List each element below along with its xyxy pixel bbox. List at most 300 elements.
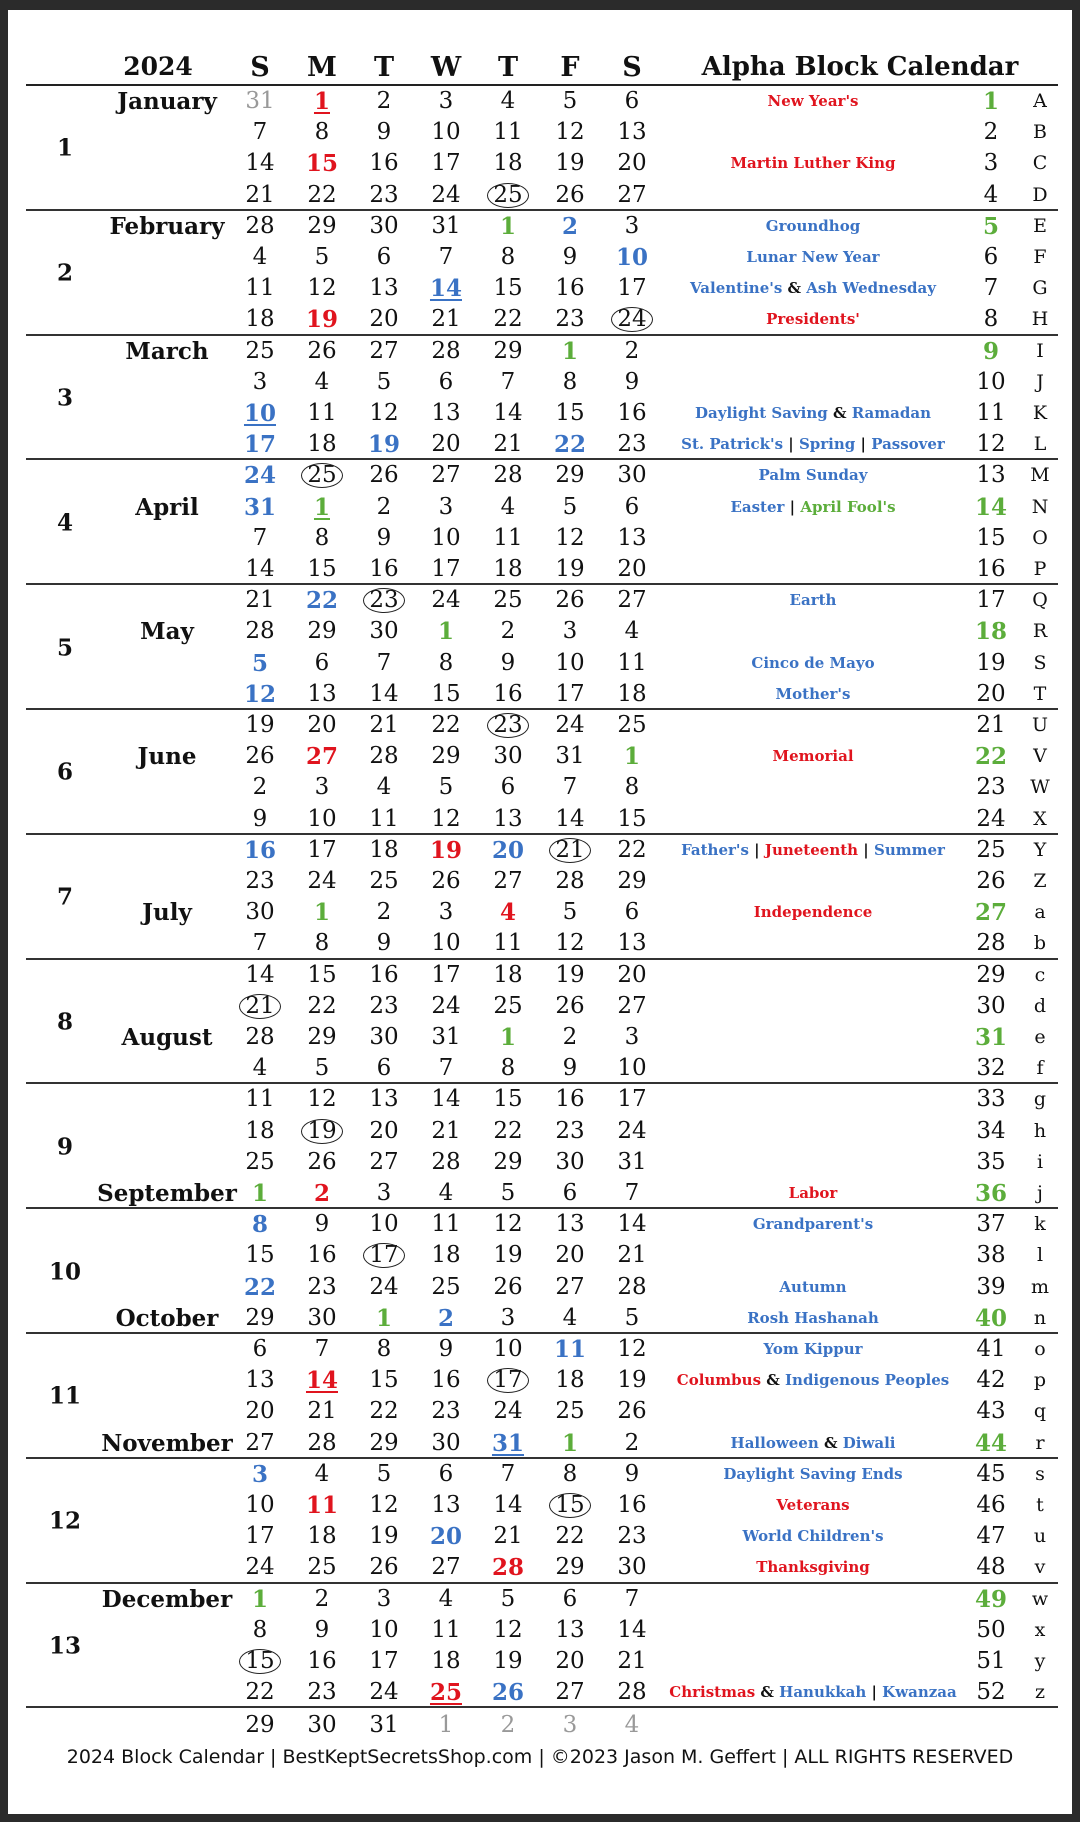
day-cell [418, 367, 474, 398]
day-number: 14 [245, 961, 275, 988]
day-cell [418, 1240, 474, 1271]
day-number: 27 [369, 1148, 399, 1175]
day-cell [232, 1584, 288, 1615]
day-cell [294, 1710, 350, 1741]
day-number: 21 [493, 1523, 523, 1550]
day-number: 3 [376, 1179, 392, 1206]
day-cell [542, 1552, 598, 1583]
day-cell [232, 1147, 288, 1178]
week-number: 1 [982, 88, 999, 115]
holiday-text: & [755, 1683, 780, 1702]
holiday-text: Summer [873, 840, 945, 859]
day-cell [542, 804, 598, 835]
day-number: 29 [245, 1712, 275, 1738]
day-cell [604, 148, 660, 179]
day-number: 28 [307, 1429, 337, 1456]
day-cell [418, 1710, 474, 1741]
day-cell [604, 180, 660, 211]
block-number: 11 [48, 1382, 81, 1410]
day-number: 17 [617, 275, 647, 302]
week-number: 30 [976, 992, 1006, 1019]
day-number: 14 [369, 680, 399, 707]
day-number: 28 [617, 1679, 647, 1706]
week-number: 27 [974, 899, 1007, 927]
holiday-text: Yom Kippur [763, 1339, 863, 1358]
day-number: 20 [617, 555, 647, 582]
alpha-code: A [1033, 90, 1047, 112]
holiday-text: Indigenous Peoples [785, 1371, 950, 1390]
day-number: 20 [555, 1242, 585, 1269]
day-cell [294, 86, 350, 117]
week-row [8, 1178, 1072, 1209]
day-number: 29 [431, 743, 461, 770]
alpha-code: O [1032, 526, 1048, 549]
day-cell [604, 273, 660, 304]
alpha-code: a [1034, 901, 1046, 924]
holiday-text: & [818, 1433, 843, 1452]
day-cell [232, 648, 288, 679]
day-number: 12 [307, 275, 337, 302]
day-number: 13 [307, 680, 337, 707]
day-cell [480, 1584, 536, 1615]
day-number: 21 [431, 306, 461, 333]
week-block [8, 86, 1072, 211]
day-number: 5 [562, 88, 578, 114]
day-number: 23 [617, 431, 647, 458]
day-cell [294, 1084, 350, 1115]
day-number: 14 [555, 805, 585, 832]
day-number: 8 [500, 1055, 516, 1082]
week-row [8, 585, 1072, 616]
week-block [8, 1209, 1072, 1334]
day-cell [356, 554, 412, 585]
week-number: 10 [976, 368, 1006, 395]
day-cell [294, 1209, 350, 1240]
day-cell [418, 523, 474, 554]
holiday-label [668, 492, 958, 523]
day-number: 26 [555, 992, 585, 1019]
week-number: 24 [976, 805, 1006, 832]
day-number: 29 [307, 212, 337, 239]
day-cell [232, 86, 288, 117]
day-number: 30 [369, 1023, 399, 1050]
day-cell [418, 585, 474, 616]
holiday-text: Independence [753, 903, 873, 922]
day-number: 25 [493, 992, 523, 1019]
block-number: 7 [56, 883, 73, 911]
week-number: 44 [974, 1429, 1007, 1457]
day-cell [542, 460, 598, 491]
day-number: 16 [617, 1491, 647, 1518]
day-number: 4 [438, 1585, 454, 1612]
holiday-label [668, 242, 958, 273]
day-cell [356, 1209, 412, 1240]
day-cell [604, 86, 660, 117]
day-cell [418, 554, 474, 585]
day-cell [294, 710, 350, 741]
day-number: 10 [369, 1211, 399, 1238]
day-cell [232, 616, 288, 647]
day-cell [232, 1396, 288, 1427]
week-number: 19 [976, 649, 1006, 676]
day-cell [356, 804, 412, 835]
day-number: 13 [369, 1086, 399, 1113]
day-cell [418, 1209, 474, 1240]
holiday-text: Groundhog [765, 216, 861, 235]
day-number: 11 [305, 1491, 338, 1519]
day-cell [542, 304, 598, 335]
day-cell [604, 367, 660, 398]
day-cell [604, 1178, 660, 1209]
day-number: 7 [376, 649, 392, 676]
day-number: 21 [617, 1647, 647, 1674]
day-number: 6 [562, 1179, 578, 1206]
day-cell [480, 1552, 536, 1583]
day-cell [542, 741, 598, 772]
day-number: 6 [438, 1460, 454, 1487]
day-number: 27 [617, 992, 647, 1019]
day-number: 11 [617, 649, 647, 676]
day-cell [356, 679, 412, 710]
day-number: 19 [555, 150, 585, 177]
day-cell [294, 585, 350, 616]
day-cell [542, 1272, 598, 1303]
day-number: 26 [617, 1398, 647, 1425]
day-cell [480, 991, 536, 1022]
day-number: 5 [376, 1460, 392, 1487]
day-number: 31 [431, 1023, 461, 1050]
day-cell [604, 710, 660, 741]
day-number: 25 [307, 462, 337, 489]
day-cell [356, 772, 412, 803]
week-row [8, 866, 1072, 897]
holiday-text: Presidents' [766, 310, 860, 329]
alpha-code: V [1033, 745, 1047, 768]
day-number: 28 [245, 1023, 275, 1050]
alpha-code: i [1036, 1150, 1044, 1173]
day-cell [418, 741, 474, 772]
day-number: 15 [305, 150, 338, 178]
alpha-code: G [1032, 277, 1048, 300]
day-number: 19 [493, 1647, 523, 1674]
day-cell [604, 741, 660, 772]
holiday-text: Passover [871, 435, 945, 454]
day-cell [604, 1116, 660, 1147]
day-cell [542, 242, 598, 273]
alpha-code: r [1035, 1431, 1045, 1454]
day-cell [294, 1022, 350, 1053]
day-number: 21 [307, 1398, 337, 1425]
holiday-text: Labor [788, 1183, 838, 1202]
week-block [8, 1084, 1072, 1209]
day-cell [604, 1428, 660, 1459]
holiday-text: | [748, 840, 765, 859]
month-label: December [101, 1585, 233, 1613]
day-cell [604, 336, 660, 367]
week-row [8, 1584, 1072, 1615]
day-number: 25 [617, 711, 647, 738]
holiday-label [668, 211, 958, 242]
week-number: 6 [983, 243, 999, 270]
day-cell [294, 1334, 350, 1365]
alpha-code: N [1031, 495, 1049, 518]
day-number: 10 [615, 243, 648, 271]
day-cell [356, 1521, 412, 1552]
day-number: 3 [438, 493, 454, 520]
alpha-code: p [1033, 1369, 1047, 1392]
day-number: 10 [245, 1491, 275, 1518]
day-cell [356, 1303, 412, 1334]
day-cell [232, 1240, 288, 1271]
day-cell [294, 1584, 350, 1615]
day-cell [604, 1334, 660, 1365]
day-number: 18 [369, 836, 399, 863]
day-cell [604, 523, 660, 554]
holiday-text: | [783, 435, 799, 454]
day-number: 18 [245, 1117, 275, 1144]
day-number: 9 [314, 1616, 330, 1643]
day-cell [604, 492, 660, 523]
day-cell [356, 180, 412, 211]
week-row [8, 928, 1072, 959]
holiday-text: Daylight Saving [695, 403, 828, 422]
day-cell [418, 1053, 474, 1084]
day-number: 17 [369, 1647, 399, 1674]
holiday-text: Palm Sunday [758, 466, 868, 485]
holiday-text: Grandparent's [752, 1215, 874, 1234]
month-label: January [117, 88, 217, 115]
day-cell [232, 398, 288, 429]
day-number: 28 [491, 1554, 524, 1582]
alpha-code: t [1036, 1493, 1044, 1516]
holiday-text: Ramadan [851, 403, 931, 422]
day-cell [232, 242, 288, 273]
week-number: 37 [976, 1211, 1006, 1238]
week-row [8, 897, 1072, 928]
day-number: 1 [561, 1429, 578, 1457]
day-number: 28 [493, 462, 523, 489]
day-number: 30 [617, 462, 647, 489]
day-number: 25 [429, 1679, 462, 1707]
day-number: 15 [555, 399, 585, 426]
day-cell [294, 273, 350, 304]
holiday-label [668, 741, 958, 772]
day-cell [418, 1116, 474, 1147]
day-number: 24 [307, 867, 337, 894]
holiday-label [668, 304, 958, 335]
day-cell [480, 1272, 536, 1303]
day-cell [356, 741, 412, 772]
day-cell [542, 772, 598, 803]
day-cell [604, 772, 660, 803]
day-cell [604, 960, 660, 991]
day-number: 8 [624, 774, 640, 801]
day-number: 15 [369, 1367, 399, 1394]
date-circle-mark [549, 1493, 591, 1518]
day-cell [542, 835, 598, 866]
holiday-text: New Year's [767, 92, 859, 110]
block-number: 6 [56, 758, 73, 786]
day-cell [418, 1178, 474, 1209]
day-number: 7 [438, 243, 454, 270]
alpha-code: P [1033, 557, 1047, 580]
week-number: 15 [976, 524, 1006, 551]
day-number: 9 [562, 1055, 578, 1082]
day-number: 26 [245, 743, 275, 770]
day-cell [294, 304, 350, 335]
day-number: 5 [500, 1179, 516, 1206]
day-number: 8 [376, 1335, 392, 1362]
holiday-label [668, 1459, 958, 1490]
holiday-label [668, 273, 958, 304]
holiday-text: Easter [730, 497, 785, 516]
day-cell [418, 1272, 474, 1303]
day-number: 4 [562, 1304, 578, 1331]
day-number: 12 [369, 399, 399, 426]
week-number: 48 [976, 1554, 1006, 1581]
day-cell [294, 679, 350, 710]
week-number: 18 [974, 618, 1007, 646]
day-number: 20 [369, 306, 399, 333]
block-number: 5 [56, 634, 73, 662]
day-cell [542, 1521, 598, 1552]
day-number: 11 [245, 1086, 275, 1113]
day-number: 2 [313, 1179, 330, 1207]
day-cell [480, 367, 536, 398]
day-number: 13 [617, 119, 647, 146]
day-number: 6 [438, 368, 454, 395]
date-circle-mark [487, 1368, 529, 1393]
day-cell [542, 180, 598, 211]
day-cell [480, 928, 536, 959]
day-cell [604, 804, 660, 835]
day-number: 18 [307, 1523, 337, 1550]
alpha-code: S [1033, 651, 1047, 674]
day-cell [294, 1396, 350, 1427]
day-number: 28 [245, 212, 275, 239]
date-circle-mark [487, 713, 529, 738]
alpha-code: l [1036, 1244, 1044, 1267]
day-cell [356, 460, 412, 491]
week-row [8, 304, 1072, 335]
day-cell [232, 554, 288, 585]
day-cell [480, 1365, 536, 1396]
day-number: 28 [431, 1148, 461, 1175]
day-cell [232, 1053, 288, 1084]
day-cell [604, 211, 660, 242]
day-number: 19 [369, 1523, 399, 1550]
day-number: 13 [617, 930, 647, 957]
day-cell [418, 1022, 474, 1053]
day-cell [356, 1615, 412, 1646]
day-cell [294, 1147, 350, 1178]
day-cell [480, 1677, 536, 1708]
day-number: 1 [313, 899, 330, 927]
day-number: 2 [376, 88, 392, 114]
day-number: 21 [431, 1117, 461, 1144]
day-number: 15 [245, 1647, 275, 1674]
day-number: 18 [493, 555, 523, 582]
week-number: 46 [976, 1491, 1006, 1518]
week-block [8, 1334, 1072, 1459]
week-number: 11 [976, 399, 1006, 426]
day-number: 25 [493, 181, 523, 208]
day-cell [294, 1646, 350, 1677]
day-cell [418, 1677, 474, 1708]
day-number: 22 [493, 1117, 523, 1144]
day-number: 15 [493, 275, 523, 302]
day-cell [604, 1209, 660, 1240]
day-cell [542, 117, 598, 148]
alpha-code: f [1036, 1057, 1044, 1080]
week-row [8, 710, 1072, 741]
holiday-text: | [784, 497, 801, 516]
month-label: April [135, 493, 199, 521]
day-number: 12 [555, 930, 585, 957]
day-cell [356, 1272, 412, 1303]
day-cell [356, 1428, 412, 1459]
block-number: 3 [56, 384, 73, 412]
alpha-code: s [1035, 1462, 1045, 1485]
day-cell [356, 1710, 412, 1741]
week-number: 4 [983, 181, 999, 208]
day-number: 14 [617, 1616, 647, 1643]
alpha-code: c [1034, 963, 1046, 986]
day-number: 29 [245, 1304, 275, 1331]
holiday-text: Martin Luther King [730, 154, 896, 173]
day-cell [542, 1209, 598, 1240]
day-number: 24 [617, 306, 647, 333]
day-cell [232, 1710, 288, 1741]
week-number: 52 [976, 1679, 1006, 1706]
day-number: 6 [624, 88, 640, 114]
holiday-label [668, 429, 958, 460]
week-number: 17 [976, 587, 1006, 614]
day-number: 25 [369, 867, 399, 894]
day-cell [542, 1084, 598, 1115]
week-number: 26 [976, 867, 1006, 894]
day-number: 8 [314, 930, 330, 957]
day-cell [232, 211, 288, 242]
day-number: 20 [429, 1523, 462, 1551]
day-number: 2 [437, 1304, 454, 1332]
day-cell [418, 1365, 474, 1396]
day-cell [480, 741, 536, 772]
day-cell [542, 866, 598, 897]
day-number: 4 [499, 899, 516, 927]
day-number: 20 [617, 150, 647, 177]
day-number: 22 [245, 1679, 275, 1706]
day-cell [604, 1084, 660, 1115]
day-cell [356, 1147, 412, 1178]
day-number: 17 [493, 1367, 523, 1394]
day-cell [232, 148, 288, 179]
day-number: 7 [624, 1179, 640, 1206]
day-number: 1 [499, 212, 516, 240]
day-cell [542, 1428, 598, 1459]
day-cell [294, 398, 350, 429]
day-cell [480, 1334, 536, 1365]
holiday-text: Earth [789, 591, 837, 610]
day-cell [418, 86, 474, 117]
block-number: 10 [48, 1258, 81, 1286]
day-cell [356, 1646, 412, 1677]
holiday-label [668, 148, 958, 179]
day-number: 23 [369, 181, 399, 208]
day-number: 6 [252, 1335, 268, 1362]
week-number: 16 [976, 555, 1006, 582]
day-number: 3 [438, 88, 454, 114]
